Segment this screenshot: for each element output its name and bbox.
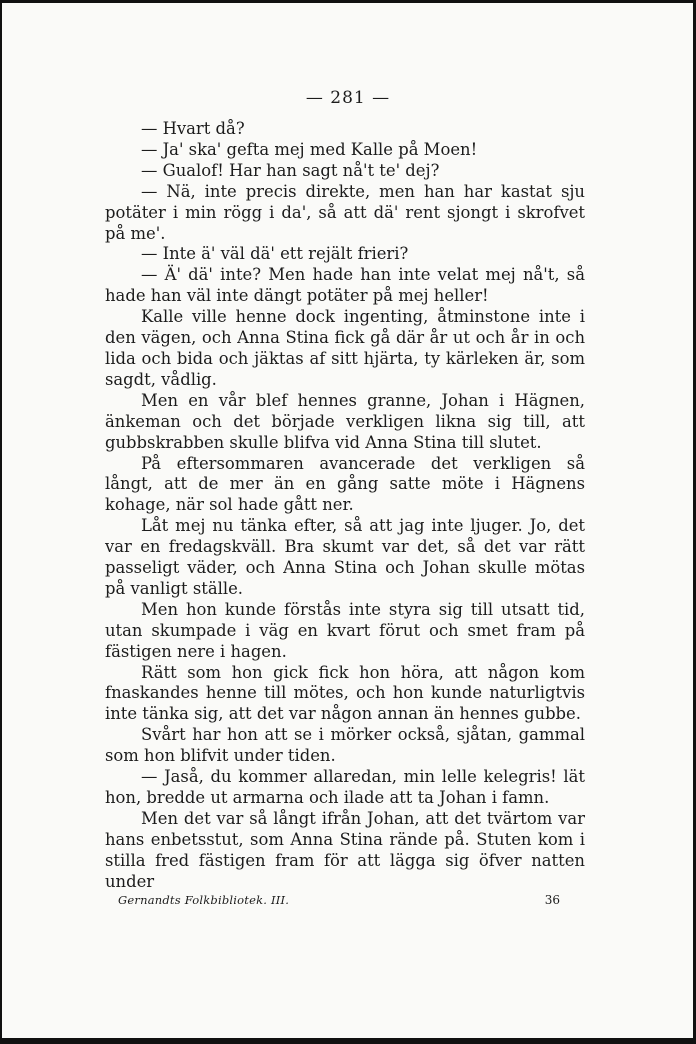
paragraph: Men hon kunde förstås inte styra sig till utsatt tid, utan skumpade i väg en kvart förut och smet fram på fästigen nere i hagen. bbox=[105, 599, 585, 661]
scan-border-bottom bbox=[0, 1038, 696, 1044]
scan-border-left bbox=[0, 0, 2, 1044]
paragraph: — Jaså, du kommer allaredan, min lelle kelegris! lät hon, bredde ut armarna och ilade att ta Johan i famn. bbox=[105, 767, 585, 807]
paragraph: Men en vår blef hennes granne, Johan i Hägnen, änkeman och det började verkligen likna sig till, att gubbskrabben skulle blifva vid Anna Stina till slutet. bbox=[105, 390, 585, 452]
paragraph: På eftersommaren avancerade det verkligen så långt, att de mer än en gång satte möte i Hägnens kohage, när sol hade gått ner. bbox=[105, 453, 585, 515]
page-number: — 281 — bbox=[305, 88, 391, 108]
sheet-signature: 36 bbox=[544, 893, 560, 907]
series-imprint: Gernandts Folkbibliotek. III. bbox=[118, 893, 290, 907]
body-text bbox=[105, 119, 585, 893]
paragraph: — Inte ä' väl dä' ett rejält frieri? bbox=[141, 244, 409, 264]
scan-border-top bbox=[0, 0, 696, 3]
paragraph: — Gualof! Har han sagt nå't te' dej? bbox=[141, 160, 440, 180]
paragraph: Svårt har hon att se i mörker också, sjåtan, gammal som hon blifvit under tiden. bbox=[105, 725, 585, 766]
paragraph: — Ä' dä' inte? Men hade han inte velat mej nå't, så hade han väl inte dängt potäter på mej heller! bbox=[105, 265, 585, 306]
paragraph: Kalle ville henne dock ingenting, åtminstone inte i den vägen, och Anna Stina fick gå där år ut och år in och lida och bida och jäktas af sitt hjärta, ty kärleken är, som sagdt, vådlig. bbox=[105, 307, 585, 389]
paragraph: Rätt som hon gick fick hon höra, att någon kom fnaskandes henne till mötes, och hon kunde naturligtvis inte tänka sig, att det var någon annan än hennes gubbe. bbox=[105, 662, 585, 724]
paragraph: Låt mej nu tänka efter, så att jag inte ljuger. Jo, det var en fredagskväll. Bra skumt var det, så det var rätt passeligt väder, och Anna Stina och Johan skulle mötas på vanligt ställe. bbox=[105, 516, 585, 598]
page-footer bbox=[118, 893, 560, 907]
paragraph: — Nä, inte precis direkte, men han har kastat sju potäter i min rögg i da', så att dä' rent sjongt i skrofvet på me'. bbox=[105, 181, 585, 243]
paragraph: Men det var så långt ifrån Johan, att det tvärtom var hans enbetsstut, som Anna Stina rände på. Stuten kom i stilla fred fästigen fram för att lägga sig öfver natten under bbox=[105, 808, 585, 891]
paragraph: — Ja' ska' gefta mej med Kalle på Moen! bbox=[141, 139, 478, 159]
paragraph: — Hvart då? bbox=[141, 119, 245, 138]
